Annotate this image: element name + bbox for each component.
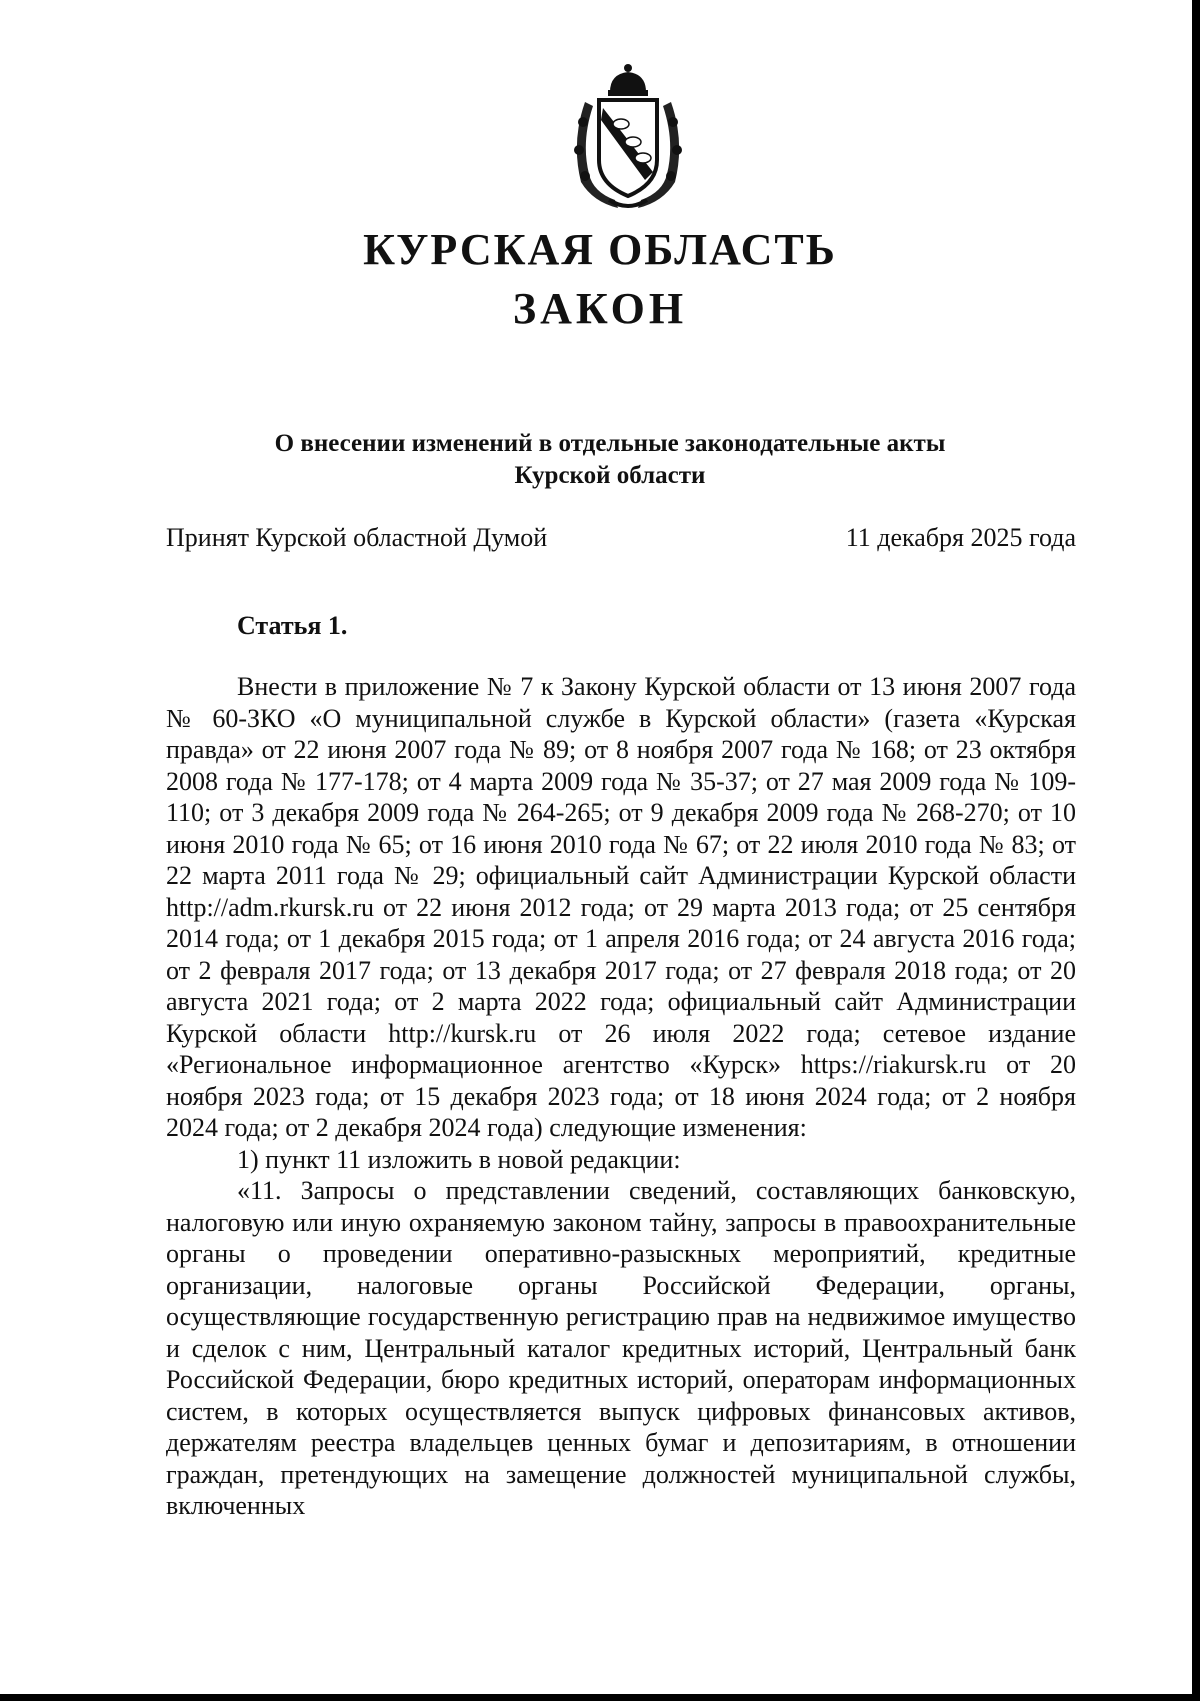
article-heading: Статья 1. <box>237 611 348 640</box>
kursk-coat-of-arms-icon <box>563 62 693 212</box>
region-heading: КУРСКАЯ ОБЛАСТЬ <box>363 225 837 274</box>
amendment-item-1-text: «11. Запросы о представлении сведений, составляющих банковскую, налоговую или иную охраняемую законом тайну, запросы в правоохранительные органы о проведении оперативно-разыскных мероприятий, кредитные организации, налоговые органы Российской Федерации, органы, осуществляющие государственную регистрацию прав на недвижимое имущество и сделок с ним, Центральный каталог кредитных историй, Центральный банк Российской Федерации, бюро кредитных историй, операторам информационных систем, в которых осуществляется выпуск цифровых финансовых активов, держателям реестра владельцев ценных бумаг и депозитариям, в отношении граждан, претендующих на замещение должностей муниципальной службы, включенных <box>166 1176 1076 1520</box>
law-title <box>160 428 1060 492</box>
amendment-item-1: 1) пункт 11 изложить в новой редакции: <box>237 1144 681 1174</box>
adoption-line <box>166 521 1076 555</box>
adoption-date: 11 декабря 2025 года <box>845 523 1076 552</box>
scan-edge-bottom <box>0 1694 1200 1701</box>
document-type-heading: ЗАКОН <box>512 284 688 333</box>
law-title-line-2: Курской области <box>514 462 706 489</box>
article-body <box>166 671 1076 1522</box>
law-title-line-1: О внесении изменений в отдельные законодательные акты <box>274 430 946 457</box>
adopted-by: Принят Курской областной Думой <box>166 523 548 552</box>
article-intro-paragraph: Внести в приложение № 7 к Закону Курской области от 13 июня 2007 года № 60-ЗКО «О муниципальной службе в Курской области» (газета «Курская правда» от 22 июня 2007 года № 89; от 8 ноября 2007 года № 168; от 23 октября 2008 года № 177-178; от 4 марта 2009 года № 35-37; от 27 мая 2009 года № 109-110; от 3 декабря 2009 года № 264-265; от 9 декабря 2009 года № 268-270; от 10 июня 2010 года № 65; от 16 июня 2010 года № 67; от 22 июля 2010 года № 83; от 22 марта 2011 года № 29; официальный сайт Администрации Курской области http://adm.rkursk.ru от 22 июня 2012 года; от 29 марта 2013 года; от 25 сентября 2014 года; от 1 декабря 2015 года; от 1 апреля 2016 года; от 24 августа 2016 года; от 2 февраля 2017 года; от 13 декабря 2017 года; от 27 февраля 2018 года; от 20 августа 2021 года; от 2 марта 2022 года; официальный сайт Администрации Курской области http://kursk.ru от 26 июля 2022 года; сетевое издание «Региональное информационное агентство «Курск» https://riakursk.ru от 20 ноября 2023 года; от 15 декабря 2023 года; от 18 июня 2024 года; от 2 ноября 2024 года; от 2 декабря 2024 года) следующие изменения: <box>166 672 1076 1142</box>
